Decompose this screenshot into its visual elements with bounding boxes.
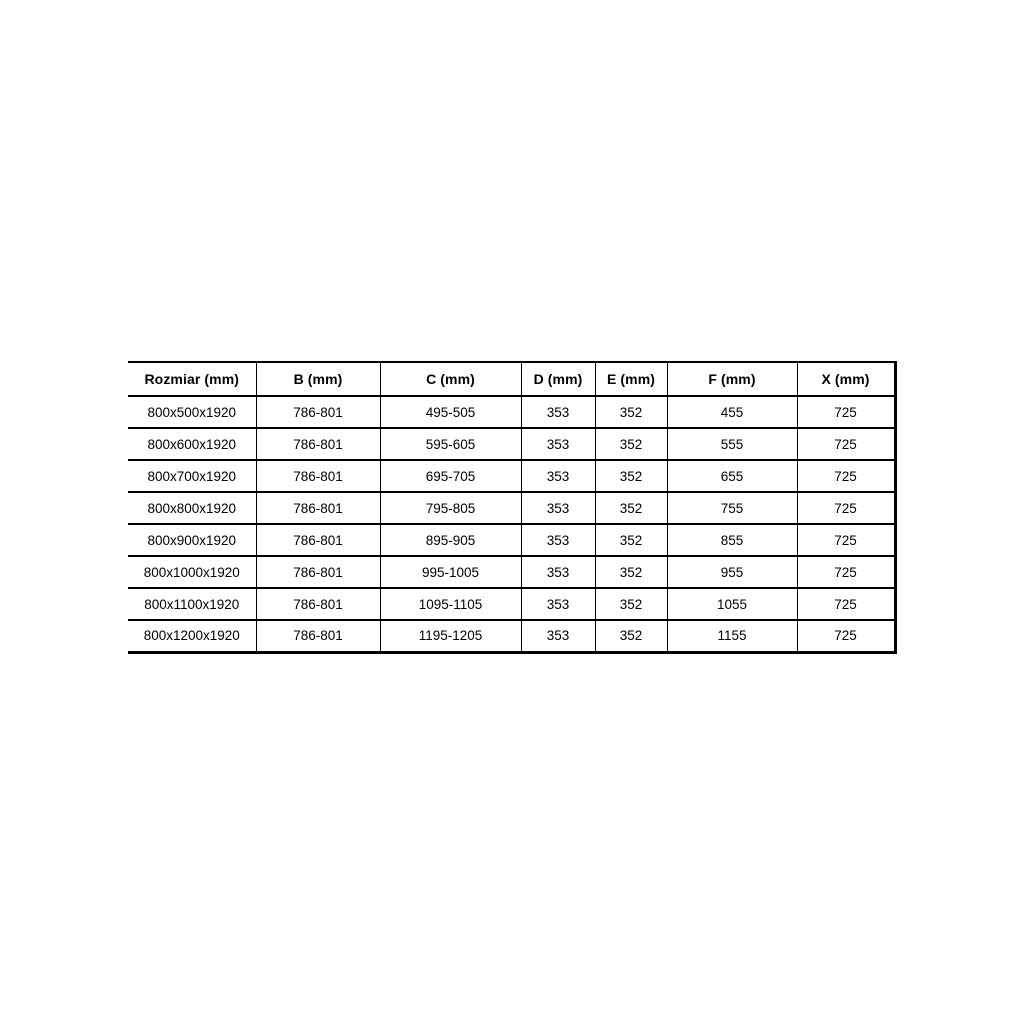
table-cell: 352 (595, 588, 667, 620)
table-cell: 800x600x1920 (128, 428, 256, 460)
table-cell: 786-801 (256, 556, 380, 588)
table-header-row (128, 362, 895, 396)
table-cell: 786-801 (256, 428, 380, 460)
table-cell: 455 (667, 396, 797, 428)
table-cell: 353 (521, 620, 595, 652)
column-header-4: E (mm) (595, 362, 667, 396)
table-cell: 786-801 (256, 524, 380, 556)
table-cell: 1095-1105 (380, 588, 521, 620)
table-cell: 800x700x1920 (128, 460, 256, 492)
column-header-5: F (mm) (667, 362, 797, 396)
table-row (128, 556, 895, 588)
column-header-1: B (mm) (256, 362, 380, 396)
column-header-3: D (mm) (521, 362, 595, 396)
table-cell: 352 (595, 492, 667, 524)
table-cell: 786-801 (256, 396, 380, 428)
table-row (128, 460, 895, 492)
table-cell: 1055 (667, 588, 797, 620)
table-cell: 1155 (667, 620, 797, 652)
table-cell: 352 (595, 396, 667, 428)
table-cell: 353 (521, 588, 595, 620)
table-cell: 353 (521, 524, 595, 556)
table-row (128, 428, 895, 460)
table-row (128, 620, 895, 652)
table-cell: 353 (521, 492, 595, 524)
column-header-6: X (mm) (797, 362, 895, 396)
table-cell: 995-1005 (380, 556, 521, 588)
table-cell: 655 (667, 460, 797, 492)
table-cell: 955 (667, 556, 797, 588)
table-cell: 725 (797, 460, 895, 492)
table-cell: 725 (797, 524, 895, 556)
size-spec-table (128, 361, 897, 654)
table-cell: 353 (521, 556, 595, 588)
table-cell: 786-801 (256, 620, 380, 652)
table-cell: 800x1000x1920 (128, 556, 256, 588)
table-cell: 725 (797, 588, 895, 620)
table-cell: 353 (521, 428, 595, 460)
table-cell: 352 (595, 556, 667, 588)
table-cell: 795-805 (380, 492, 521, 524)
table-cell: 725 (797, 556, 895, 588)
table-row (128, 396, 895, 428)
table-row (128, 492, 895, 524)
table-cell: 695-705 (380, 460, 521, 492)
table-cell: 495-505 (380, 396, 521, 428)
table-cell: 555 (667, 428, 797, 460)
table-cell: 800x500x1920 (128, 396, 256, 428)
table-cell: 786-801 (256, 588, 380, 620)
table-cell: 725 (797, 428, 895, 460)
table-cell: 786-801 (256, 492, 380, 524)
table-cell: 352 (595, 460, 667, 492)
table-row (128, 588, 895, 620)
table-cell: 353 (521, 460, 595, 492)
table-cell: 352 (595, 620, 667, 652)
table-cell: 725 (797, 620, 895, 652)
table-cell: 786-801 (256, 460, 380, 492)
table-cell: 800x800x1920 (128, 492, 256, 524)
table-cell: 800x1200x1920 (128, 620, 256, 652)
column-header-2: C (mm) (380, 362, 521, 396)
size-spec-table-container (128, 361, 895, 654)
table-cell: 895-905 (380, 524, 521, 556)
table-cell: 1195-1205 (380, 620, 521, 652)
table-cell: 855 (667, 524, 797, 556)
table-cell: 353 (521, 396, 595, 428)
column-header-0: Rozmiar (mm) (128, 362, 256, 396)
table-cell: 800x900x1920 (128, 524, 256, 556)
table-cell: 352 (595, 428, 667, 460)
table-cell: 800x1100x1920 (128, 588, 256, 620)
table-cell: 725 (797, 396, 895, 428)
table-cell: 352 (595, 524, 667, 556)
table-cell: 595-605 (380, 428, 521, 460)
table-cell: 725 (797, 492, 895, 524)
table-cell: 755 (667, 492, 797, 524)
table-row (128, 524, 895, 556)
